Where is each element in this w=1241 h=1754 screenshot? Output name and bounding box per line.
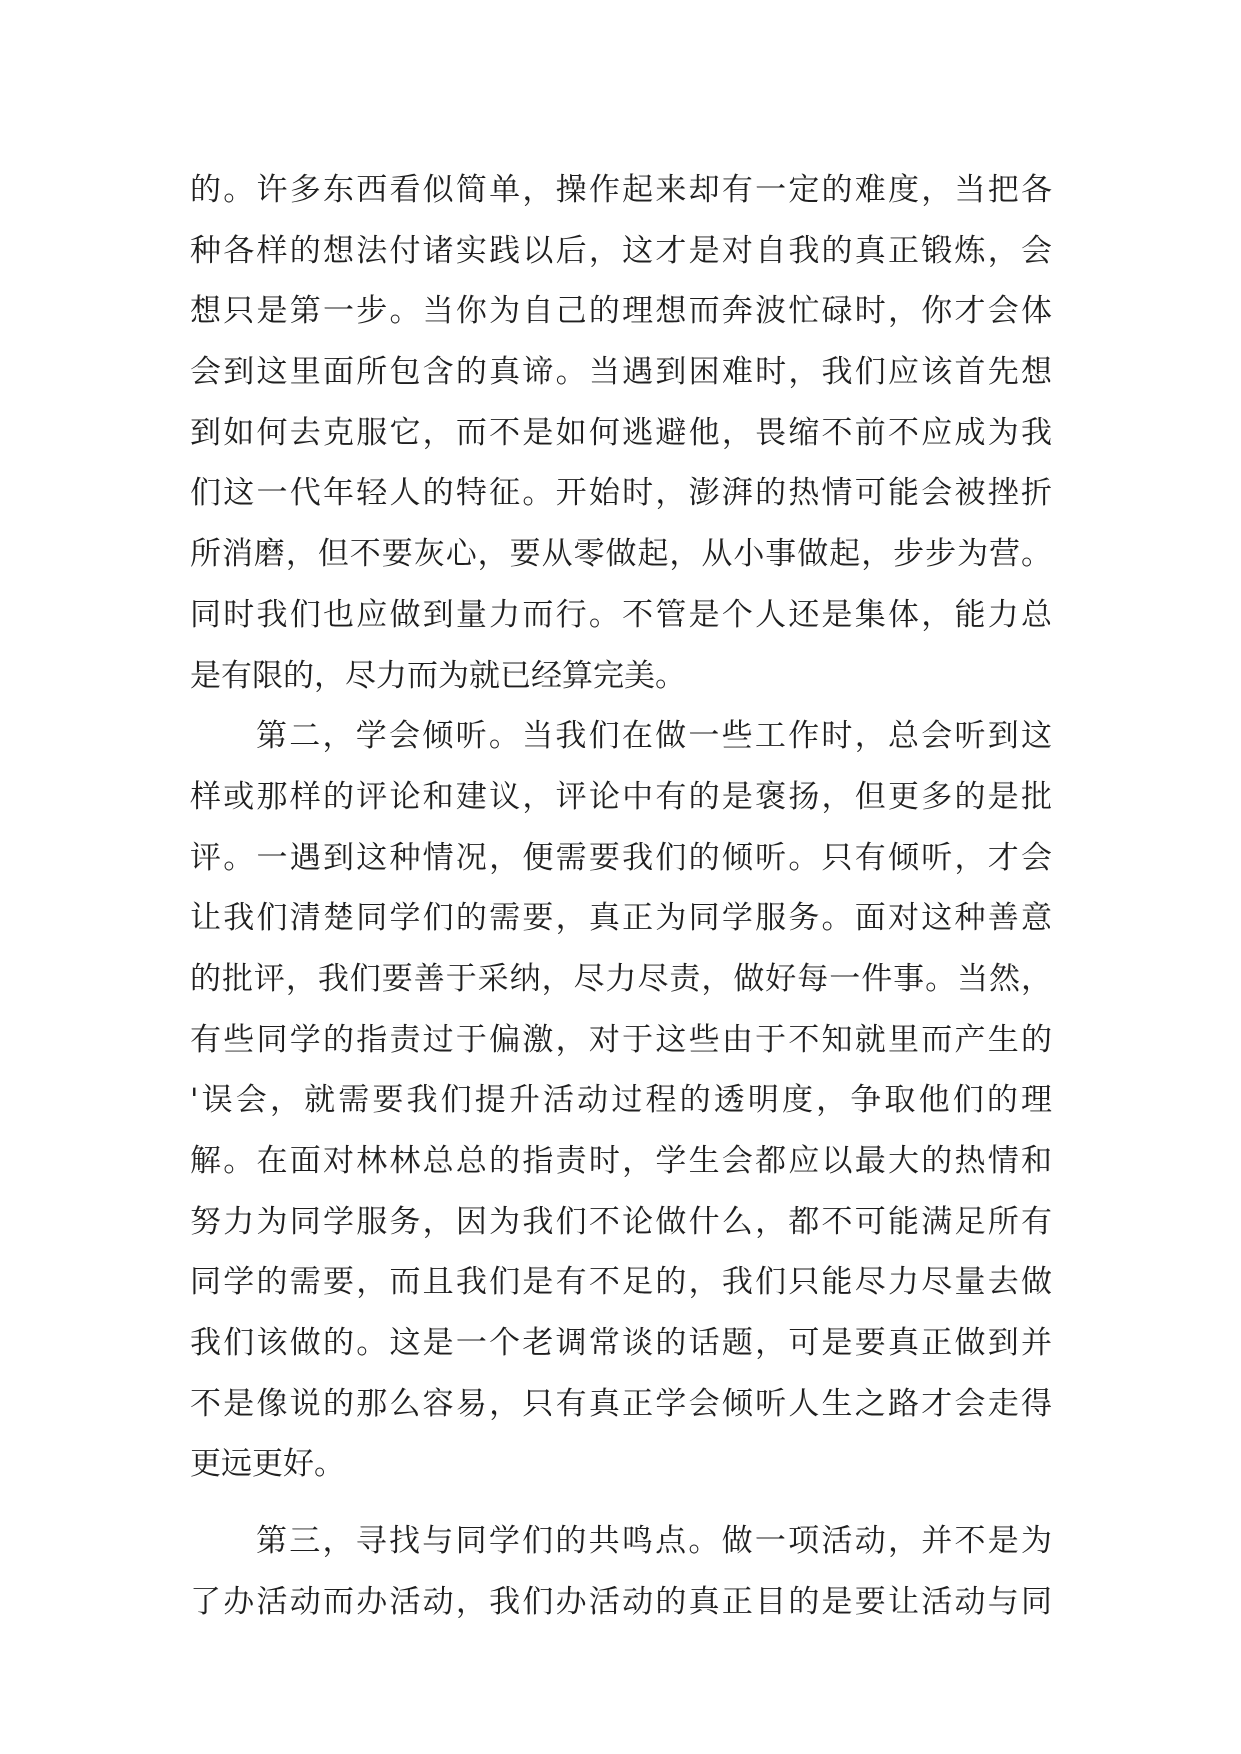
text-line: 同时我们也应做到量力而行。不管是个人还是集体，能力总 bbox=[190, 596, 1052, 633]
text-line: 解。在面对林林总总的指责时，学生会都应以最大的热情和 bbox=[190, 1143, 1052, 1179]
body-text bbox=[190, 160, 1052, 1633]
text-line: 第三，寻找与同学们的共鸣点。做一项活动，并不是为 bbox=[256, 1523, 1052, 1560]
text-line: 评。一遇到这种情况，便需要我们的倾听。只有倾听，才会 bbox=[190, 839, 1052, 876]
text-line: 努力为同学服务，因为我们不论做什么，都不可能满足所有 bbox=[190, 1203, 1052, 1240]
text-line: 所消磨，但不要灰心，要从零做起，从小事做起，步步为营。 bbox=[190, 536, 1052, 573]
text-line: 的。许多东西看似简单，操作起来却有一定的难度，当把各 bbox=[190, 172, 1052, 208]
text-line: 让我们清楚同学们的需要，真正为同学服务。面对这种善意 bbox=[190, 900, 1052, 937]
text-line: '误会，就需要我们提升活动过程的透明度，争取他们的理 bbox=[190, 1082, 1052, 1119]
text-line: 会到这里面所包含的真谛。当遇到困难时，我们应该首先想 bbox=[190, 354, 1052, 391]
paragraph-2 bbox=[190, 706, 1052, 1495]
text-line: 的批评，我们要善于采纳，尽力尽责，做好每一件事。当然， bbox=[190, 960, 1052, 997]
text-line: 样或那样的评论和建议，评论中有的是褒扬，但更多的是批 bbox=[190, 778, 1052, 815]
text-line: 们这一代年轻人的特征。开始时，澎湃的热情可能会被挫折 bbox=[190, 475, 1052, 512]
text-line: 有些同学的指责过于偏激，对于这些由于不知就里而产生的 bbox=[190, 1021, 1052, 1058]
text-line: 想只是第一步。当你为自己的理想而奔波忙碌时，你才会体 bbox=[190, 293, 1052, 330]
text-line: 了办活动而办活动，我们办活动的真正目的是要让活动与同 bbox=[190, 1583, 1052, 1620]
text-line: 第二，学会倾听。当我们在做一些工作时，总会听到这 bbox=[256, 718, 1052, 755]
text-line: 到如何去克服它，而不是如何逃避他，畏缩不前不应成为我 bbox=[190, 414, 1052, 451]
text-line: 不是像说的那么容易，只有真正学会倾听人生之路才会走得 bbox=[190, 1385, 1052, 1422]
paragraph-3 bbox=[190, 1511, 1052, 1632]
text-line: 种各样的想法付诸实践以后，这才是对自我的真正锻炼，会 bbox=[190, 232, 1052, 269]
text-line: 我们该做的。这是一个老调常谈的话题，可是要真正做到并 bbox=[190, 1325, 1052, 1362]
text-line: 更远更好。 bbox=[190, 1446, 345, 1483]
text-line: 同学的需要，而且我们是有不足的，我们只能尽力尽量去做 bbox=[190, 1264, 1052, 1301]
paragraph-1 bbox=[190, 160, 1052, 706]
text-line: 是有限的，尽力而为就已经算完美。 bbox=[190, 657, 686, 694]
